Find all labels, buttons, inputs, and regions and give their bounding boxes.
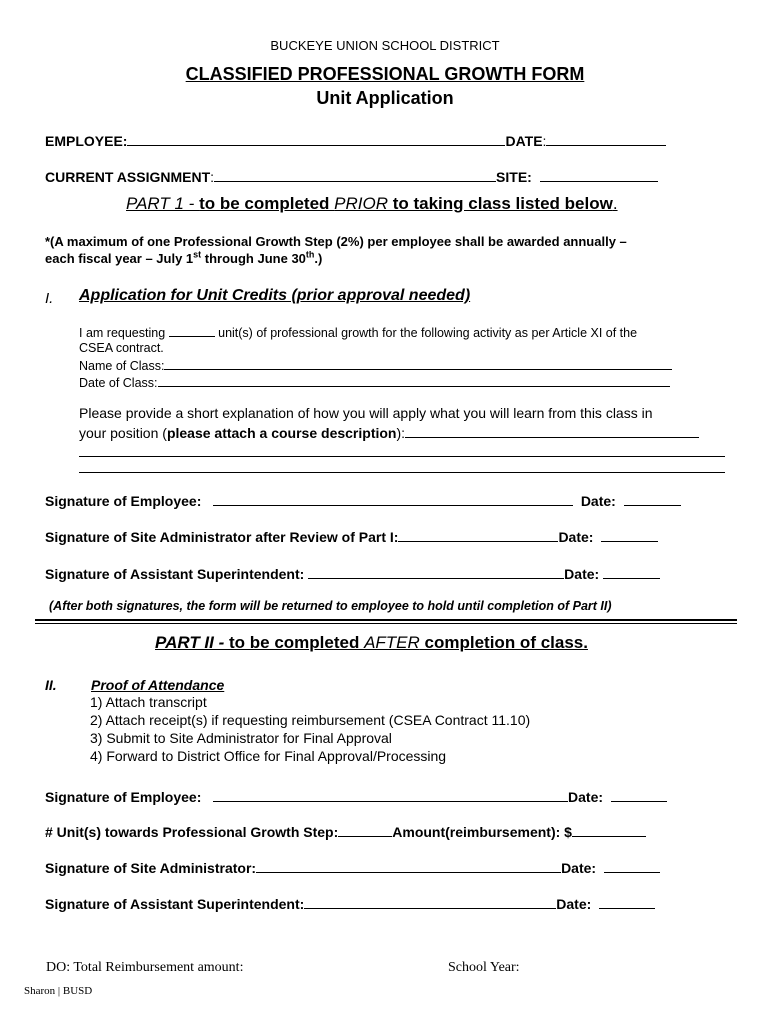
amount-field[interactable] xyxy=(572,822,646,837)
sig1-employee-row xyxy=(45,491,681,509)
section1-roman: I. xyxy=(45,290,54,307)
site-field[interactable] xyxy=(540,167,658,182)
do-total-label: DO: Total Reimbursement amount: xyxy=(46,960,244,975)
explanation-field-2[interactable] xyxy=(79,456,725,457)
sig2-site-admin-date-label: Date: xyxy=(561,860,597,876)
note-part-c: .) xyxy=(314,251,323,266)
sig2-employee-label: Signature of Employee: xyxy=(45,789,202,805)
assignment-colon: : xyxy=(210,169,215,185)
part2-heading xyxy=(155,633,588,653)
section2-title: Proof of Attendance xyxy=(91,677,225,693)
assignment-label: CURRENT ASSIGNMENT xyxy=(45,169,211,185)
class-name-label: Name of Class: xyxy=(79,359,165,373)
part1-prior: PRIOR xyxy=(334,194,388,213)
school-year-label: School Year: xyxy=(448,960,520,975)
explain-a: your position ( xyxy=(79,425,167,441)
sig1-employee-field[interactable] xyxy=(213,491,573,506)
footer-credit: Sharon | BUSD xyxy=(24,985,93,997)
units-step-field[interactable] xyxy=(338,822,392,837)
part2-text-1: to be completed xyxy=(229,633,365,652)
class-date-label: Date of Class: xyxy=(79,376,158,390)
sig1-employee-date-field[interactable] xyxy=(624,491,681,506)
class-date-field[interactable] xyxy=(158,374,670,387)
sig2-site-admin-row xyxy=(45,858,660,876)
sig2-site-admin-field[interactable] xyxy=(256,858,561,873)
proof-item-4: 4) Forward to District Office for Final Approval/Processing xyxy=(90,748,447,764)
return-note: (After both signatures, the form will be returned to employee to hold until completion of Part II) xyxy=(49,599,612,613)
sig1-asst-sup-row xyxy=(45,564,660,582)
sig1-asst-sup-field[interactable] xyxy=(308,564,564,579)
annual-limit-note-line1: *(A maximum of one Professional Growth Step (2%) per employee shall be awarded annually – xyxy=(45,234,627,249)
part1-label: PART 1 - xyxy=(126,194,200,213)
sig1-asst-sup-date-field[interactable] xyxy=(603,564,660,579)
sig2-employee-row xyxy=(45,787,667,805)
date-field[interactable] xyxy=(546,131,666,146)
proof-item-1: 1) Attach transcript xyxy=(90,694,207,710)
divider-bottom xyxy=(35,623,737,624)
proof-item-2: 2) Attach receipt(s) if requesting reimbursement (CSEA Contract 11.10) xyxy=(90,712,531,728)
part2-label: PART II - xyxy=(155,633,229,652)
proof-item-3: 3) Submit to Site Administrator for Final Approval xyxy=(90,730,392,746)
sig1-site-admin-label: Signature of Site Administrator after Review of Part I: xyxy=(45,529,399,545)
class-name-row xyxy=(79,357,672,373)
class-name-field[interactable] xyxy=(164,357,672,370)
date-colon: : xyxy=(542,133,547,149)
sig1-employee-label: Signature of Employee: xyxy=(45,493,202,509)
sig2-employee-date-field[interactable] xyxy=(611,787,667,802)
part1-heading xyxy=(126,194,618,214)
explanation-prompt-line1: Please provide a short explanation of how you will apply what you will learn from this class in xyxy=(79,405,653,421)
sig2-asst-sup-label: Signature of Assistant Superintendent: xyxy=(45,896,305,912)
assignment-row xyxy=(45,167,658,185)
sig2-asst-sup-date-label: Date: xyxy=(556,896,592,912)
sig1-site-admin-row xyxy=(45,527,658,545)
divider-top xyxy=(35,619,737,621)
units-label: # Unit(s) towards Professional Growth Step: xyxy=(45,824,339,840)
part2-text-2: completion of class. xyxy=(419,633,588,652)
form-title: CLASSIFIED PROFESSIONAL GROWTH FORM xyxy=(185,64,585,84)
explain-b: please attach a course description xyxy=(166,425,397,441)
section1-title: Application for Unit Credits (prior approval needed) xyxy=(79,287,471,304)
employee-label: EMPLOYEE: xyxy=(45,133,128,149)
sig2-site-admin-date-field[interactable] xyxy=(604,858,660,873)
class-date-row xyxy=(79,374,670,390)
sig2-units-row xyxy=(45,822,646,840)
sig2-employee-date-label: Date: xyxy=(568,789,604,805)
section2-roman: II. xyxy=(45,677,57,693)
note-part-a: each fiscal year – July 1 xyxy=(45,251,194,266)
explanation-field-1[interactable] xyxy=(405,423,699,438)
sig1-employee-date-label: Date: xyxy=(580,493,616,509)
sig1-site-admin-date-field[interactable] xyxy=(601,527,658,542)
district-name: BUCKEYE UNION SCHOOL DISTRICT xyxy=(270,38,500,53)
request-text-c: CSEA contract. xyxy=(79,341,164,355)
sig2-site-admin-label: Signature of Site Administrator: xyxy=(45,860,257,876)
sig2-employee-field[interactable] xyxy=(213,787,568,802)
sig2-asst-sup-row xyxy=(45,894,655,912)
part2-after: AFTER xyxy=(364,633,420,652)
request-text-b: unit(s) of professional growth for the following activity as per Article XI of the xyxy=(214,326,638,340)
part1-text-2: to taking class listed below xyxy=(387,194,613,213)
sig1-site-admin-date-label: Date: xyxy=(558,529,594,545)
note-sup-1: st xyxy=(193,249,202,260)
note-part-b: through June 30 xyxy=(201,251,306,266)
date-label: DATE xyxy=(505,133,543,149)
explain-c: ): xyxy=(396,425,406,441)
site-label: SITE: xyxy=(496,169,532,185)
employee-row xyxy=(45,131,666,149)
note-sup-2: th xyxy=(305,249,315,260)
assignment-field[interactable] xyxy=(214,167,496,182)
explanation-field-3[interactable] xyxy=(79,472,725,473)
annual-limit-note-line2 xyxy=(45,251,322,266)
employee-field[interactable] xyxy=(127,131,505,146)
sig2-asst-sup-date-field[interactable] xyxy=(599,894,655,909)
sig2-asst-sup-field[interactable] xyxy=(304,894,556,909)
form-subtitle: Unit Application xyxy=(316,88,454,108)
sig1-site-admin-field[interactable] xyxy=(398,527,558,542)
request-units-row xyxy=(79,324,637,340)
request-text-a: I am requesting xyxy=(79,326,169,340)
sig1-asst-sup-date-label: Date: xyxy=(564,566,600,582)
explanation-prompt-line2 xyxy=(79,423,699,441)
sig1-asst-sup-label: Signature of Assistant Superintendent: xyxy=(45,566,305,582)
units-field[interactable] xyxy=(169,324,215,337)
part1-period: . xyxy=(612,194,618,213)
amount-label: Amount(reimbursement): $ xyxy=(392,824,572,840)
part1-text-1: to be completed xyxy=(199,194,335,213)
